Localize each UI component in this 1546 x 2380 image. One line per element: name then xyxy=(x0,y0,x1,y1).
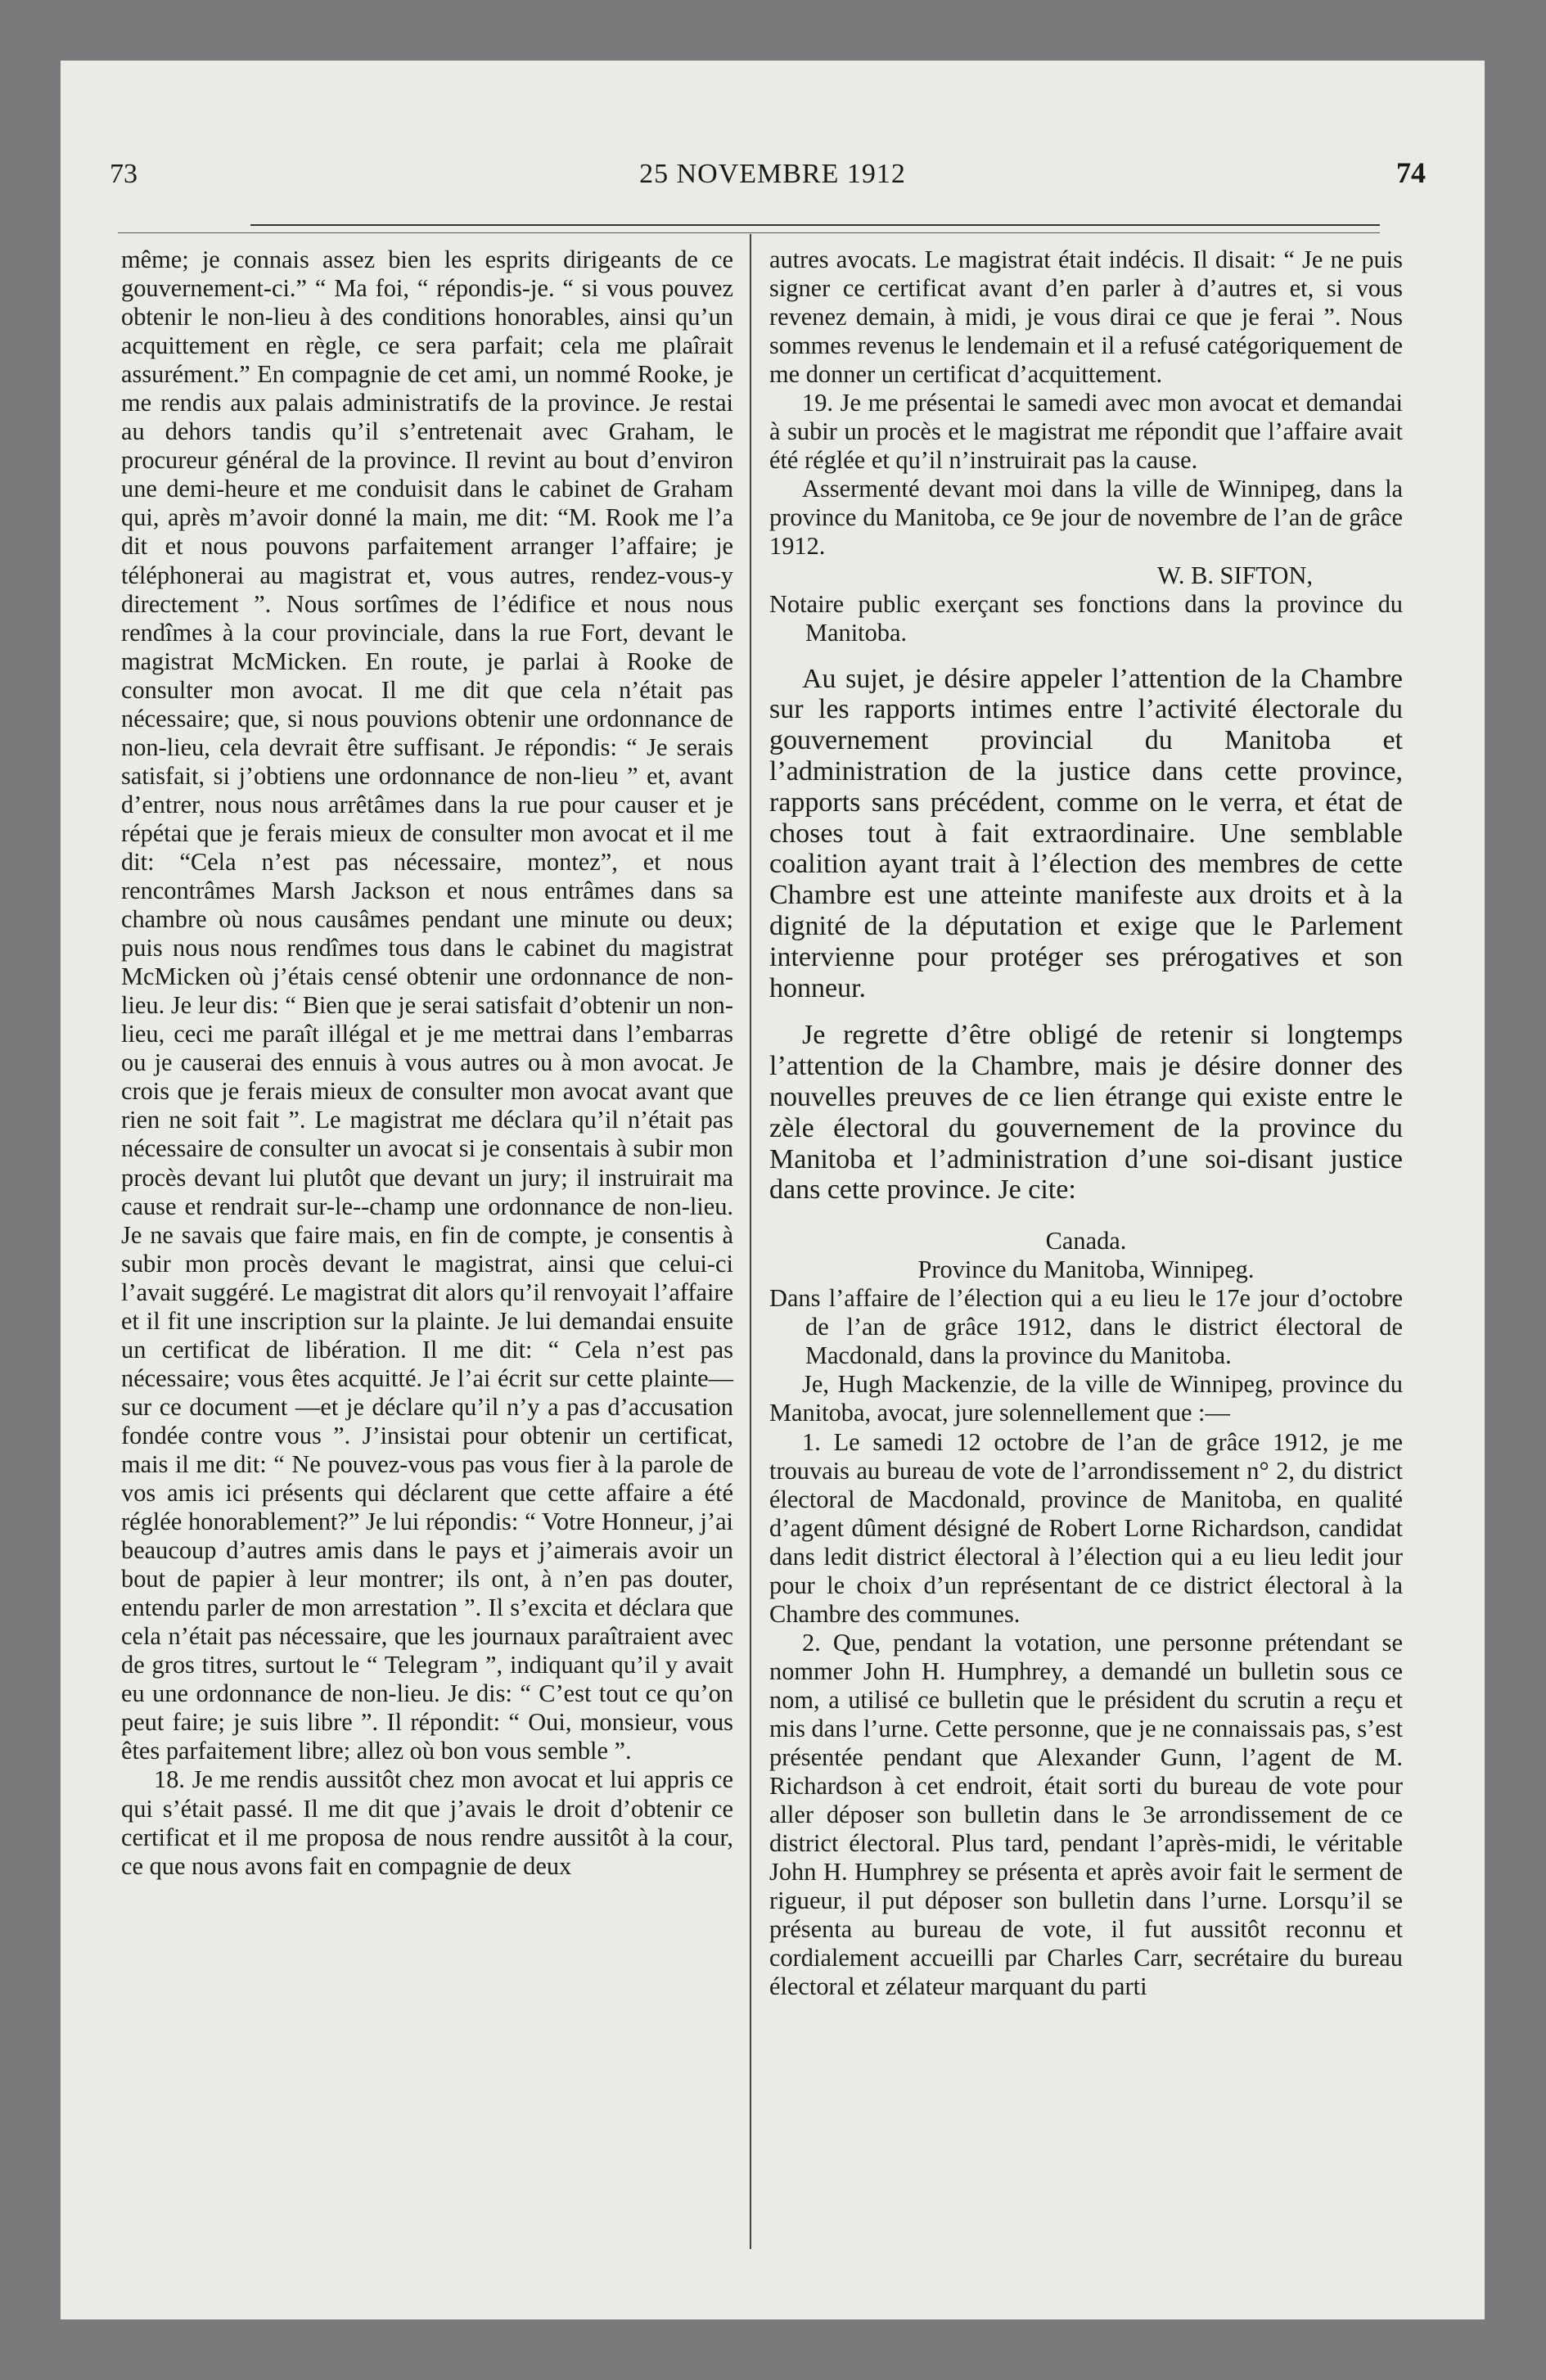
deposition-country: Canada. xyxy=(1045,1227,1127,1255)
running-header xyxy=(61,149,1485,198)
page-number-left: 73 xyxy=(110,159,137,189)
header-rule-top xyxy=(250,224,1380,226)
testimony-paragraph-19: 19. Je me présentai le samedi avec mon avocat et demandai à subir un procès et le magistrat me répondit que l’affaire avait été réglée et qu’il n’instruirait pas la cause. xyxy=(769,389,1403,475)
speech-paragraph: Je regrette d’être obligé de retenir si longtemps l’attention de la Chambre, mais je désire donner des nouvelles preuves de ce lien étrange qui existe entre le zèle électoral du gouvernement de la province du Manitoba et l’administration d’une soi-disant justice dans cette province. Je cite: xyxy=(769,1020,1403,1206)
deposition-case: Dans l’affaire de l’élection qui a eu lieu le 17e jour d’octobre de l’an de grâce 1912, dans le district électoral de Macdonald, dans la province du Manitoba. xyxy=(769,1284,1403,1370)
right-column xyxy=(769,246,1403,2001)
deposition-item-2: 2. Que, pendant la votation, une personne prétendant se nommer John H. Humphrey, a demandé un bulletin sous ce nom, a utilisé ce bulletin que le président du scrutin a reçu et mis dans l’urne. Cette personne, que je ne connaissais pas, s’est présentée pendant que Alexander Gunn, l’agent de M. Richardson à cet endroit, était sorti du bureau de vote pour aller déposer son bulletin dans le 3e arrondissement de ce district électoral. Plus tard, pendant l’après-midi, le véritable John H. Humphrey se présenta et après avoir fait le serment de rigueur, il put déposer son bulletin dans l’urne. Lorsqu’il se présenta au bureau de vote, il fut aussitôt reconnu et cordialement accueilli par Charles Carr, secrétaire du bureau électoral et zélateur marquant du parti xyxy=(769,1628,1403,2001)
testimony-continuation: autres avocats. Le magistrat était indécis. Il disait: “ Je ne puis signer ce certificat avant d’en parler à d’autres et, si vous revenez demain, à midi, je vous dirai ce que je ferai ”. Nous sommes revenus le lendemain et il a refusé catégoriquement de me donner un certificat d’acquittement. xyxy=(769,246,1403,389)
signature: W. B. SIFTON, xyxy=(1157,561,1313,589)
sworn-statement: Assermenté devant moi dans la ville de Winnipeg, dans la province du Manitoba, ce 9e jour de novembre de l’an de grâce 1912. xyxy=(769,475,1403,561)
deposition xyxy=(769,1227,1403,2001)
header-rule-bottom xyxy=(118,232,1380,233)
column-divider xyxy=(750,234,751,2249)
deposition-oath: Je, Hugh Mackenzie, de la ville de Winnipeg, province du Manitoba, avocat, jure solennellement que :— xyxy=(769,1370,1403,1427)
left-paragraph: même; je connais assez bien les esprits dirigeants de ce gouvernement-ci.” “ Ma foi, “ répondis-je. “ si vous pouvez obtenir le non-lieu à des conditions honorables, ainsi qu’un acquittement en règle, ce sera parfait; cela me plaîrait assurément.” En compagnie de cet ami, un nommé Rooke, je me rendis aux palais administratifs de la province. Je restai au dehors tandis qu’il s’entretenait avec Graham, le procureur général de la province. Il revint au bout d’environ une demi-heure et me conduisit dans le cabinet de Graham qui, après m’avoir donné la main, me dit: “M. Rook me l’a dit et nous pouvons parfaitement arranger l’affaire; je téléphonerai au magistrat et, vous autres, rendez-vous-y directement ”. Nous sortîmes de l’édifice et nous nous rendîmes à la cour provinciale, dans la rue Fort, devant le magistrat McMicken. En route, je parlai à Rooke de consulter mon avocat. Il me dit que cela n’était pas nécessaire; que, si nous pouvions obtenir une ordonnance de non-lieu, cela devrait être suffisant. Je répondis: “ Je serais satisfait, si j’obtiens une ordonnance de non-lieu ” et, avant d’entrer, nous nous arrêtâmes dans la rue pour causer et je répétai que je ferais mieux de consulter mon avocat et il me dit: “Cela n’est pas nécessaire, montez”, et nous rencontrâmes Marsh Jackson et nous entrâmes dans sa chambre où nous causâmes pendant une minute ou deux; puis nous nous rendîmes tous dans le cabinet du magistrat McMicken où j’étais censé obtenir une ordonnance de non-lieu. Je leur dis: “ Bien que je serai satisfait d’obtenir un non-lieu, ceci me paraît illégal et je me mettrai dans l’embarras ou je causerai des ennuis à vous autres ou à mon avocat. Je crois que je ferais mieux de consulter mon avocat avant que rien ne soit fait ”. Le magistrat me déclara qu’il n’était pas nécessaire de consulter un avocat si je consentais à subir mon procès devant lui plutôt que devant un jury; il instruirait ma cause et rendrait sur-le--champ une ordonnance de non-lieu. Je ne savais que faire mais, en fin de compte, je consentis à subir mon procès devant le magistrat, ainsi que celui-ci l’avait suggéré. Le magistrat dit alors qu’il renvoyait l’affaire et il fit une inscription sur la plainte. Je lui demandai ensuite un certificat de libération. Il me dit: “ Cela n’est pas nécessaire; vous êtes acquitté. Je l’ai écrit sur cette plainte—sur ce document —et je déclare qu’il n’y a pas d’accusation fondée contre vous ”. J’insistai pour obtenir un certificat, mais il me dit: “ Ne pouvez-vous pas vous fier à la parole de vos amis ici présents qui déclarent que cette affaire a été réglée honorablement?” Je lui répondis: “ Votre Honneur, j’ai beaucoup d’autres amis dans le pays et j’aimerais avoir un bout de papier à leur montrer; ils ont, à n’en pas douter, entendu parler de mon arrestation ”. Il s’excita et déclara que cela n’était pas nécessaire, que les journaux paraîtraient avec de gros titres, surtout le “ Telegram ”, indiquant qu’il y avait eu une ordonnance de non-lieu. Je dis: “ C’est tout ce qu’on peut faire; je suis libre ”. Il répondit: “ Oui, monsieur, vous êtes parfaitement libre; allez où bon vous semble ”. xyxy=(121,246,733,1765)
page-number-right: 74 xyxy=(1396,156,1426,189)
header-date: 25 NOVEMBRE 1912 xyxy=(639,159,906,189)
deposition-province: Province du Manitoba, Winnipeg. xyxy=(917,1255,1255,1284)
speech-paragraph: Au sujet, je désire appeler l’attention de la Chambre sur les rapports intimes entre l’activité électorale du gouvernement provincial du Manitoba et l’administration de la justice dans cette province, rapports sans précédent, comme on le verra, et état de choses tout à fait extraordinaire. Une semblable coalition ayant trait à l’élection des membres de cette Chambre est une atteinte manifeste aux droits et à la dignité de la députation et exige que le Parlement intervienne pour protéger ses prérogatives et son honneur. xyxy=(769,663,1403,1003)
left-column xyxy=(121,246,733,1881)
left-paragraph: 18. Je me rendis aussitôt chez mon avocat et lui appris ce qui s’était passé. Il me dit que j’avais le droit d’obtenir ce certificat et il me proposa de nous rendre aussitôt à la cour, ce que nous avons fait en compagnie de deux xyxy=(121,1765,733,1880)
notary-title: Notaire public exerçant ses fonctions dans la province du Manitoba. xyxy=(769,589,1403,647)
deposition-item-1: 1. Le samedi 12 octobre de l’an de grâce 1912, je me trouvais au bureau de vote de l’arrondissement n° 2, du district électoral de Macdonald, province de Manitoba, en qualité d’agent dûment désigné de Robert Lorne Richardson, candidat dans ledit district électoral à l’élection qui a eu lieu ledit jour pour le choix d’un représentant de ce district électoral à la Chambre des communes. xyxy=(769,1427,1403,1628)
scanned-page xyxy=(61,61,1485,2319)
